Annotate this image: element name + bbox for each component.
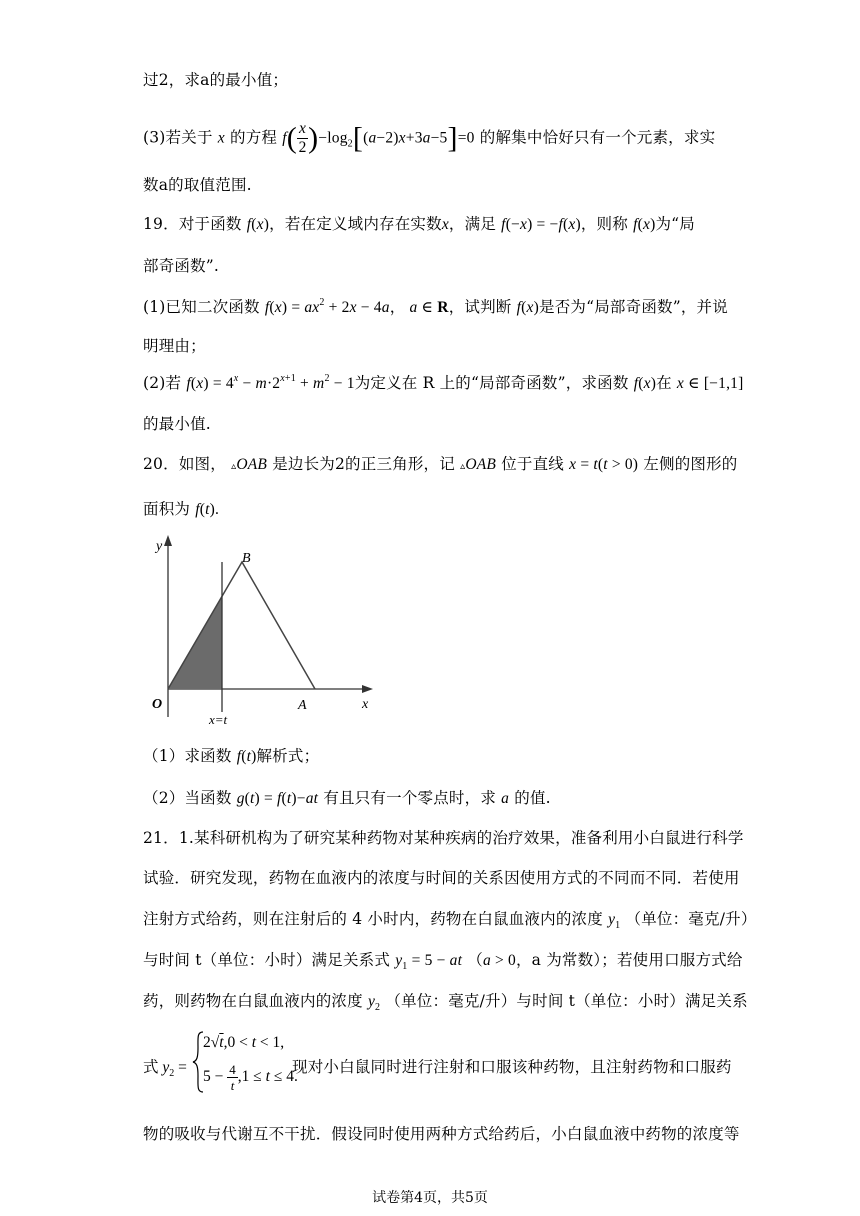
text-line: 物的吸收与代谢互不干扰．假设同时使用两种方式给药后，小白鼠血液中药物的浓度等 [143, 1125, 740, 1143]
label-x-eq-t: x=t [209, 712, 228, 727]
question-20: 20．如图， ▵OAB 是边长为2的正三角形，记 ▵OAB 位于直线 x = t(t > 0) 左侧的图形的 [143, 455, 738, 473]
text-line: 过2，求a的最小值； [143, 71, 289, 89]
question-21: 21．1.某科研机构为了研究某种药物对某种疾病的治疗效果，准备利用小白鼠进行科学 [143, 829, 744, 847]
question-20-part-1: （1）求函数 f(t)解析式； [143, 747, 320, 765]
text-line: 式 $y_2$ = [143, 1058, 187, 1079]
text-line: 药，则药物在白鼠血液内的浓度 $y_2$ （单位：毫克/升）与时间 t（单位：小时）满足关系 [143, 992, 748, 1013]
text-line: 现对小白鼠同时进行注射和口服该种药物，且注射药物和口服药 [292, 1058, 732, 1076]
label-o: O [152, 697, 163, 712]
text-line: 面积为 f(t). [143, 500, 220, 518]
triangle-figure [148, 532, 378, 732]
label-a: A [298, 698, 307, 713]
piecewise-case-1: 2√t,0 < t < 1, [203, 1034, 285, 1051]
label-b: B [242, 551, 251, 566]
x-axis-arrow-icon [362, 685, 373, 693]
label-x: x [362, 697, 369, 712]
question-19-part-1: (1)已知二次函数 $f(x) = ax^2 + 2x - 4a$， a ∈ R，试判断 f(x)是否为“局部奇函数”，并说 [143, 297, 728, 316]
piecewise-case-2: 5 − $\frac{4}{t}$ ,1 ≤ t ≤ 4. [203, 1062, 298, 1093]
text-line: 部奇函数”. [143, 257, 220, 275]
question-20-part-2: （2）当函数 g(t) = f(t)−at 有且只有一个零点时，求 a 的值. [143, 789, 551, 807]
text-line: 数a的取值范围. [143, 176, 252, 194]
text-line: 的最小值. [143, 415, 211, 433]
text-line: (3)若关于 x 的方程 f( $\frac{x}{2}$ )$-\log_2[(a-2)x+3a-5]=0$ 的解集中恰好只有一个元素，求实 [143, 120, 716, 156]
question-19-part-2: (2)若 $f(x) = 4^x - m\cdot 2^{x+1} + m^2 - 1$为定义在 R 上的“局部奇函数”，求函数 f(x)在 x ∈ [−1,1] [143, 373, 744, 392]
text-line: 明理由； [143, 337, 206, 355]
question-19: 19．对于函数 f(x)，若在定义域内存在实数x，满足 f(−x) = −f(x)，则称 f(x)为“局 [143, 215, 695, 233]
y-axis-arrow-icon [164, 535, 172, 546]
text-line: 试验．研究发现，药物在血液内的浓度与时间的关系因使用方式的不同而不同．若使用 [143, 869, 740, 887]
text-line: 注射方式给药，则在注射后的 4 小时内，药物在白鼠血液内的浓度 $y_1$ （单位：毫克/升） [143, 910, 757, 931]
label-y: y [156, 539, 163, 554]
page-footer: 试卷第4页，共5页 [372, 1190, 488, 1206]
text-line: 与时间 t（单位：小时）满足关系式 $y_1 = 5$ − at （a > 0，a 为常数）；若使用口服方式给 [143, 951, 743, 972]
